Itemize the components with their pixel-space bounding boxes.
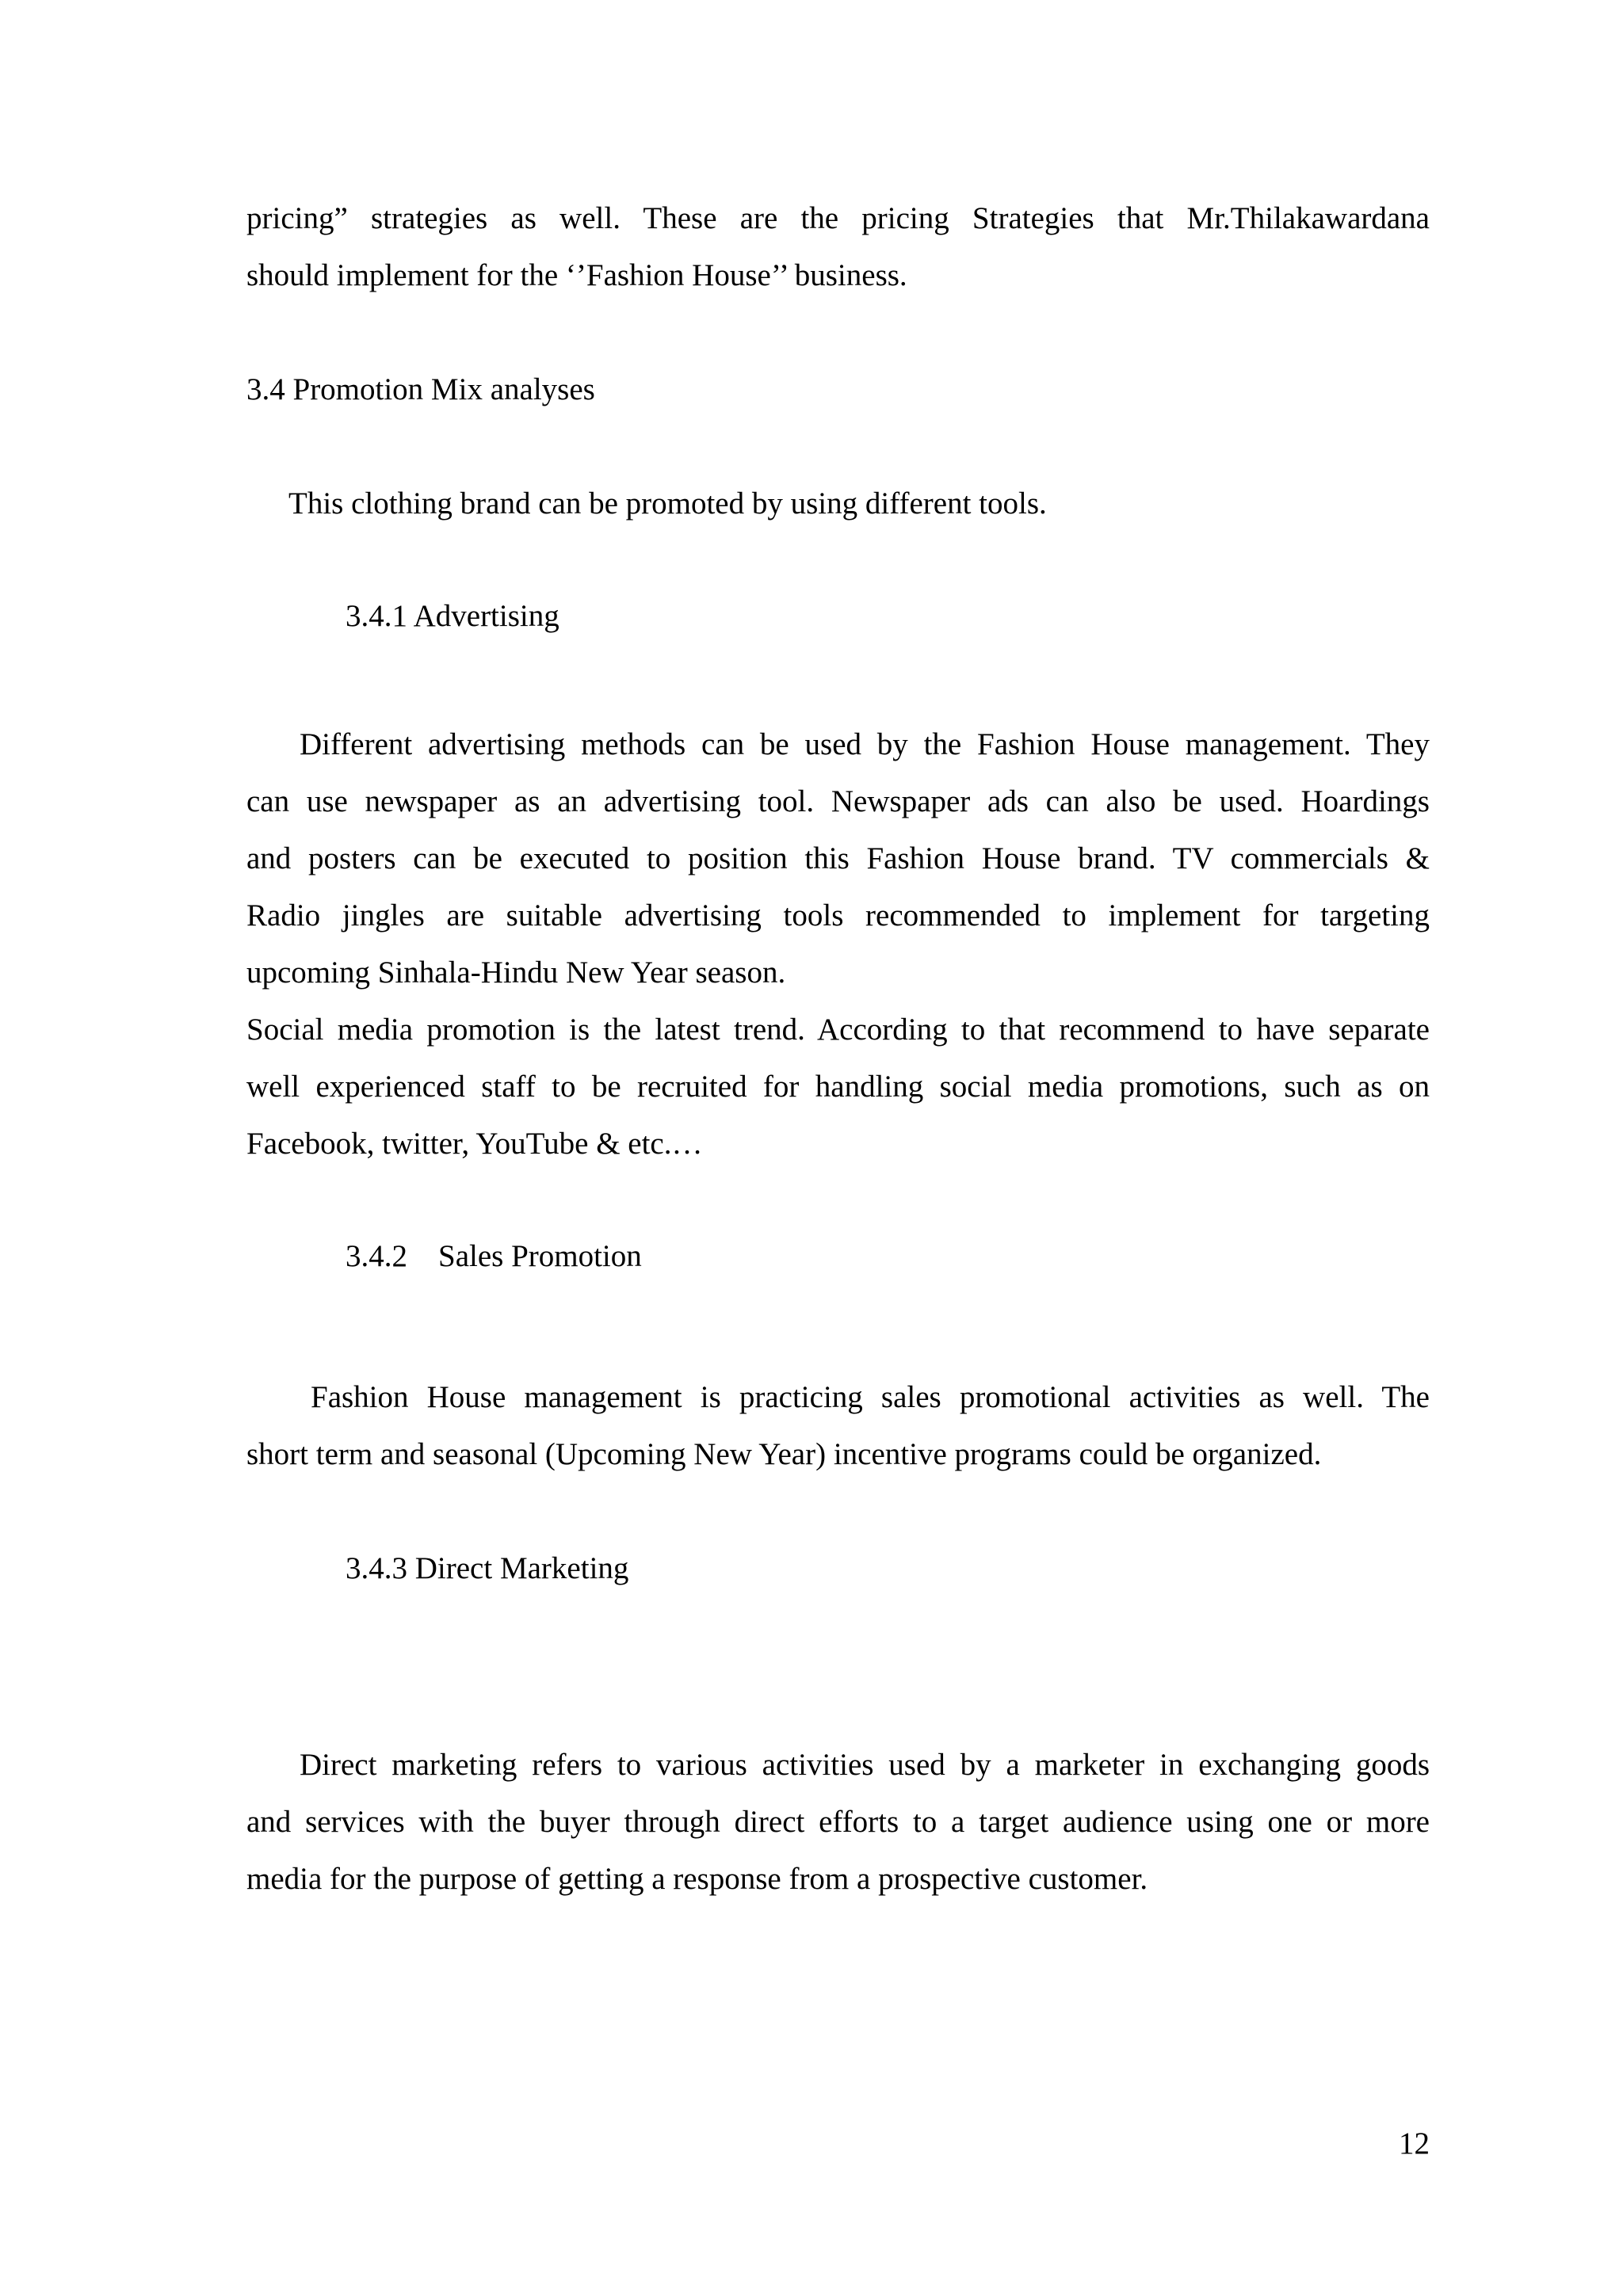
section-heading: 3.4 Promotion Mix analyses	[246, 372, 595, 406]
page-number: 12	[1399, 2126, 1430, 2161]
subsection-heading-direct-marketing: 3.4.3 Direct Marketing	[346, 1551, 629, 1585]
paragraph-line: Direct marketing refers to various activities used by a marketer in exchanging goods	[300, 1748, 1430, 1782]
paragraph-line: Social media promotion is the latest trend. According to that recommend to have separate	[246, 1013, 1430, 1047]
paragraph-line: short term and seasonal (Upcoming New Year) incentive programs could be organized.	[246, 1437, 1322, 1471]
section-intro: This clothing brand can be promoted by using different tools.	[288, 486, 1047, 521]
paragraph-line: pricing” strategies as well. These are the pricing Strategies that Mr.Thilakawardana	[246, 201, 1430, 235]
paragraph-line: well experienced staff to be recruited for handling social media promotions, such as on	[246, 1070, 1430, 1104]
paragraph-line: Fashion House management is practicing sales promotional activities as well. The	[311, 1380, 1430, 1414]
paragraph-line: and services with the buyer through direct efforts to a target audience using one or more	[246, 1805, 1430, 1839]
paragraph-line: media for the purpose of getting a response from a prospective customer.	[246, 1862, 1148, 1896]
paragraph-line: Radio jingles are suitable advertising tools recommended to implement for targeting	[246, 898, 1430, 933]
paragraph-line: Facebook, twitter, YouTube & etc.…	[246, 1127, 703, 1161]
paragraph-line: should implement for the ‘’Fashion House’’ business.	[246, 258, 907, 292]
subsection-heading-sales-promotion: 3.4.2 Sales Promotion	[346, 1239, 642, 1273]
paragraph-line: upcoming Sinhala-Hindu New Year season.	[246, 955, 786, 990]
paragraph-line: and posters can be executed to position this Fashion House brand. TV commercials &	[246, 841, 1430, 875]
paragraph-line: Different advertising methods can be used by the Fashion House management. They	[300, 727, 1430, 761]
paragraph-line: can use newspaper as an advertising tool. Newspaper ads can also be used. Hoardings	[246, 784, 1430, 818]
subsection-heading-advertising: 3.4.1 Advertising	[346, 599, 559, 633]
